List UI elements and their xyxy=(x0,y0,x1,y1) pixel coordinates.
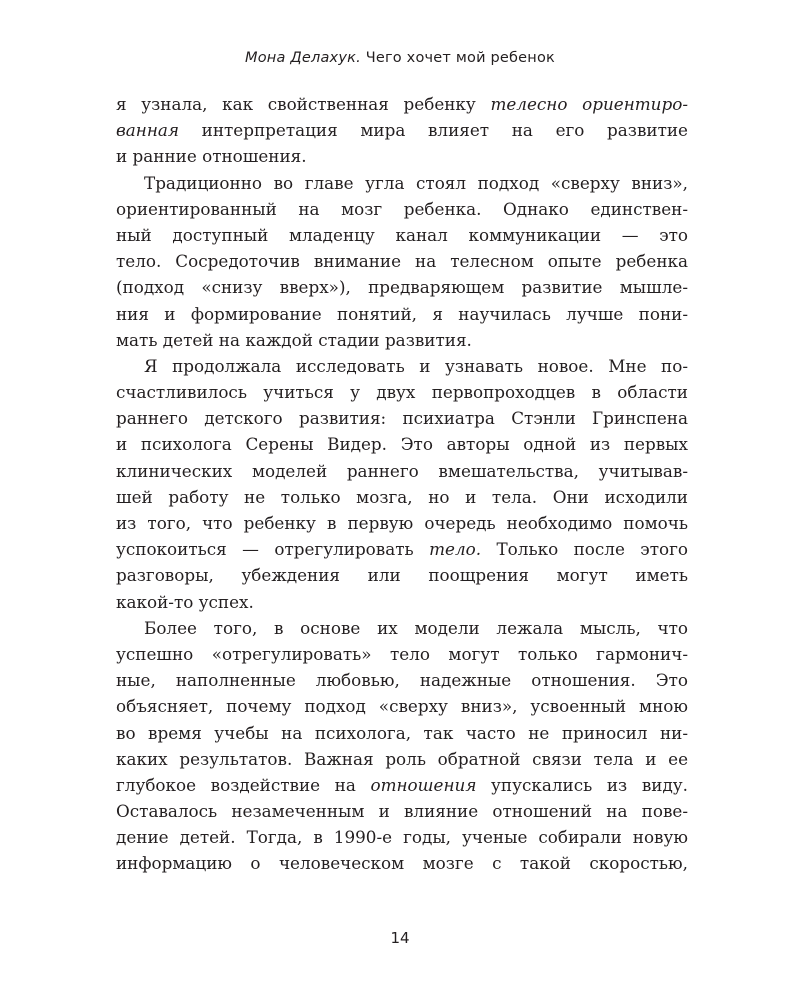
text-segment: глубокое воздействие на xyxy=(116,774,371,795)
text-line xyxy=(116,772,688,798)
text-segment: из того, что ребенку в первую очередь необходимо помочь xyxy=(116,513,688,533)
text-line xyxy=(116,248,688,274)
text-line xyxy=(116,824,688,850)
text-segment: дение детей. Тогда, в 1990-е годы, ученые собирали новую xyxy=(116,827,688,848)
page-number: 14 xyxy=(390,929,410,947)
text-segment: интерпретация мира влияет на его развитие xyxy=(179,120,688,141)
paragraph xyxy=(116,615,688,877)
text-line xyxy=(116,405,688,431)
text-line xyxy=(116,301,688,327)
text-line xyxy=(116,850,688,876)
text-line xyxy=(116,143,688,169)
text-line xyxy=(116,562,688,588)
text-segment: какой-то успех. xyxy=(116,591,254,612)
text-line xyxy=(116,274,688,300)
text-line xyxy=(116,615,688,641)
text-segment: успокоиться — отрегулировать xyxy=(116,539,430,560)
text-segment: мать детей на каждой стадии развития. xyxy=(116,329,472,350)
text-line xyxy=(116,667,688,693)
text-segment: упускались из виду. xyxy=(476,774,688,795)
text-segment: Оставалось незамеченным и влияние отношений на пове- xyxy=(116,801,688,822)
text-segment: информацию о человеческом мозге с такой скоростью, xyxy=(116,853,688,874)
header-author: Мона Делахук. xyxy=(245,50,361,66)
text-segment: я узнала, как свойственная ребенку xyxy=(116,94,491,114)
text-segment: и ранние отношения. xyxy=(116,146,307,167)
text-segment: ные, наполненные любовью, надежные отношения. Это xyxy=(116,670,688,691)
text-line xyxy=(116,431,688,457)
text-line xyxy=(116,484,688,510)
text-line xyxy=(116,196,688,222)
text-segment: ния и формирование понятий, я научилась лучше пони- xyxy=(116,303,688,324)
text-line xyxy=(116,510,688,536)
running-header xyxy=(0,50,800,66)
text-line xyxy=(116,536,688,562)
paragraph xyxy=(116,353,688,615)
text-segment: шей работу не только мозга, но и тела. Они исходили xyxy=(116,486,688,507)
text-segment: успешно «отрегулировать» тело могут только гармонич- xyxy=(116,643,688,664)
paragraph xyxy=(116,91,688,170)
text-line xyxy=(116,353,688,379)
text-segment: тело. Сосредоточив внимание на телесном опыте ребенка xyxy=(116,251,688,272)
text-segment: ориентированный на мозг ребенка. Однако единствен- xyxy=(116,198,688,219)
text-segment: раннего детского развития: психиатра Стэнли Гринспена xyxy=(116,408,688,429)
italic-text: тело. xyxy=(429,539,482,560)
header-title: Чего хочет мой ребенок xyxy=(365,50,555,66)
text-line xyxy=(116,693,688,719)
text-segment: Я продолжала исследовать и узнавать новое. Мне по- xyxy=(144,355,688,376)
text-line xyxy=(116,589,688,615)
text-segment: счастливилось учиться у двух первопроходцев в области xyxy=(116,382,688,403)
text-segment: и психолога Серены Видер. Это авторы одной из первых xyxy=(116,434,688,455)
text-line xyxy=(116,798,688,824)
text-line xyxy=(116,117,688,143)
text-segment: каких результатов. Важная роль обратной связи тела и ее xyxy=(116,748,688,769)
paragraph xyxy=(116,170,688,353)
text-segment: во время учебы на психолога, так часто не приносил ни- xyxy=(116,722,688,743)
text-line xyxy=(116,458,688,484)
text-line xyxy=(116,379,688,405)
text-line xyxy=(116,720,688,746)
text-segment: клинических моделей раннего вмешательства, учитывав- xyxy=(116,460,688,481)
text-segment: ный доступный младенцу канал коммуникации — это xyxy=(116,224,688,245)
text-segment: Только после этого xyxy=(481,539,688,560)
text-segment: (подход «снизу вверх»), предваряющем развитие мышле- xyxy=(116,277,688,298)
text-segment: разговоры, убеждения или поощрения могут иметь xyxy=(116,565,688,586)
text-line xyxy=(116,170,688,196)
body-text xyxy=(116,91,688,877)
text-segment: Более того, в основе их модели лежала мысль, что xyxy=(144,617,688,638)
italic-text: ванная xyxy=(116,120,179,141)
text-line xyxy=(116,327,688,353)
italic-text: отношения xyxy=(370,774,477,795)
text-line xyxy=(116,746,688,772)
text-line xyxy=(116,641,688,667)
italic-text: телесно ориентиро- xyxy=(490,94,688,114)
text-line xyxy=(116,91,688,117)
text-line xyxy=(116,222,688,248)
text-segment: Традиционно во главе угла стоял подход «сверху вниз», xyxy=(144,172,688,193)
text-segment: объясняет, почему подход «сверху вниз», усвоенный мною xyxy=(116,696,688,717)
